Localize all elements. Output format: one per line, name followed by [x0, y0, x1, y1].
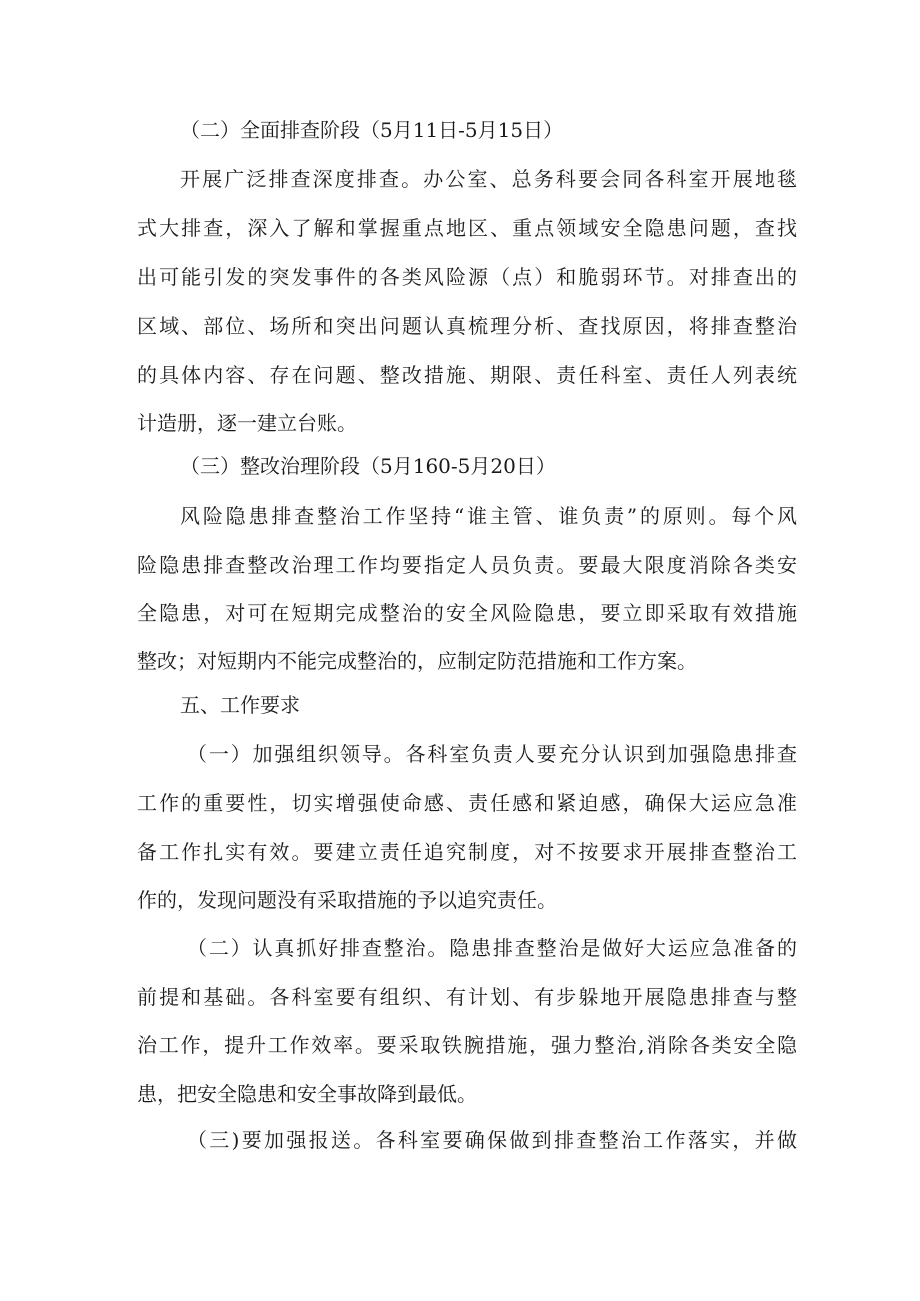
paragraph-line: 开展广泛排查深度排查。办公室、总务科要会同各科室开展地毯: [180, 167, 797, 191]
paragraph-line: 前提和基础。各科室要有组织、有计划、有步躲地开展隐患排查与整: [137, 985, 797, 1009]
paragraph-line: 患，把安全隐患和安全事故降到最低。: [137, 1082, 477, 1106]
paragraph-line: 区域、部位、场所和突出问题认真梳理分析、查找原因，将排查整治: [137, 314, 797, 338]
paragraph-line: 险隐患排查整改治理工作均要指定人员负责。要最大限度消除各类安: [137, 553, 797, 577]
paragraph-line: 计造册，逐一建立台账。: [137, 411, 357, 435]
section-title: 五、工作要求: [180, 693, 300, 717]
paragraph-line: 风险隐患排查整治工作坚持“谁主管、谁负责”的原则。每个风: [180, 504, 797, 528]
paragraph-line: （二）认真抓好排查整治。隐患排查整治是做好大运应急准备的: [187, 936, 797, 960]
section-heading: （三）整改治理阶段（5月160-5月20日）: [180, 454, 556, 478]
paragraph-line: 的具体内容、存在问题、整改措施、期限、责任科室、责任人列表统: [137, 363, 797, 387]
paragraph-line: 整改；对短期内不能完成整治的，应制定防范措施和工作方案。: [137, 649, 697, 673]
paragraph-line: 作的，发现问题没有采取措施的予以追究责任。: [137, 888, 557, 912]
paragraph-line: 出可能引发的突发事件的各类风险源（点）和脆弱环节。对排查出的: [137, 265, 797, 289]
paragraph-line: 备工作扎实有效。要建立责任追究制度，对不按要求开展排查整治工: [137, 840, 797, 864]
paragraph-line: （三)要加强报送。各科室要确保做到排查整治工作落实，并做: [187, 1128, 797, 1152]
paragraph-line: 工作的重要性，切实增强使命感、责任感和紧迫感，确保大运应急准: [137, 791, 797, 815]
paragraph-line: 治工作，提升工作效率。要采取铁腕措施，强力整治,消除各类安全隐: [137, 1033, 797, 1057]
section-heading: （二）全面排查阶段（5月11日-5月15日）: [180, 118, 564, 142]
paragraph-line: （一）加强组织领导。各科室负责人要充分认识到加强隐患排查: [187, 742, 797, 766]
paragraph-line: 全隐患，对可在短期完成整治的安全风险隐患，要立即采取有效措施: [137, 601, 797, 625]
paragraph-line: 式大排查，深入了解和掌握重点地区、重点领域安全隐患问题，查找: [137, 216, 797, 240]
